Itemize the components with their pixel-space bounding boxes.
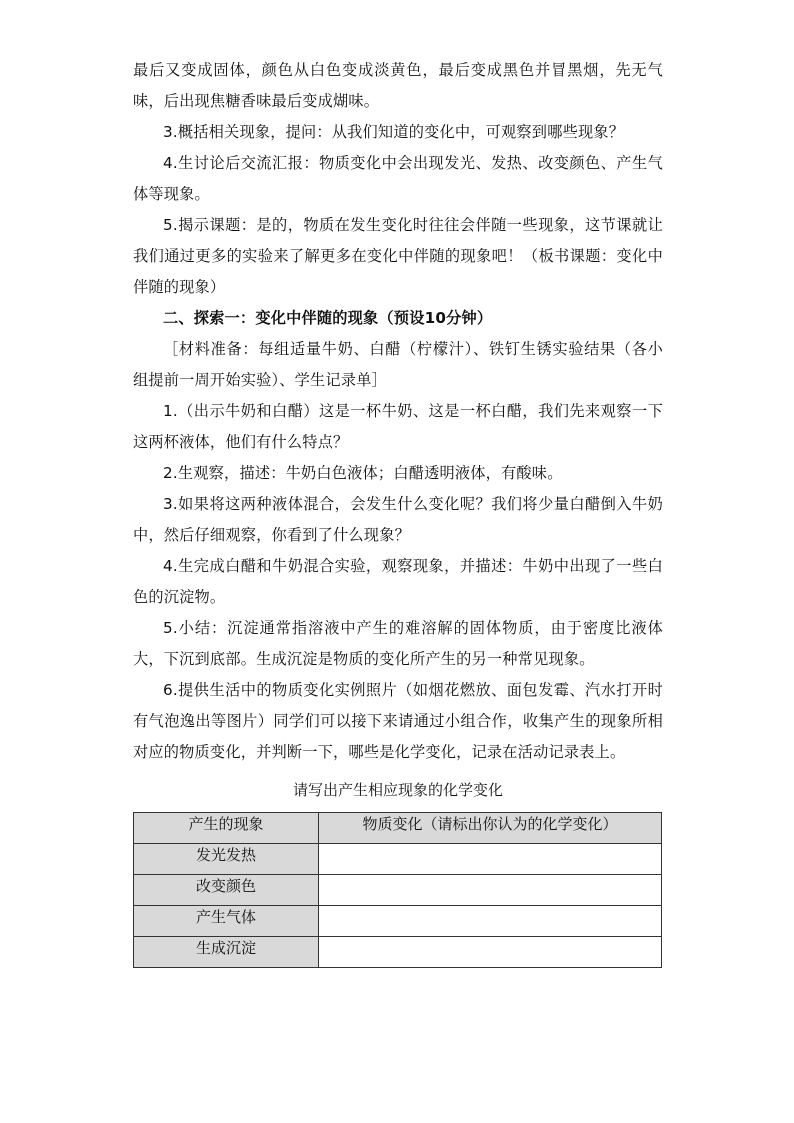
header-phenomenon: 产生的现象 (134, 813, 319, 844)
paragraph-explore-3: 3.如果将这两种液体混合，会发生什么变化呢？我们将少量白醋倒入牛奶中，然后仔细观察，你看到了什么现象？ (133, 495, 663, 544)
header-change: 物质变化（请标出你认为的化学变化） (319, 813, 662, 844)
row-change-cell[interactable] (319, 937, 662, 968)
table-row (134, 906, 662, 937)
paragraph-explore-2: 2.生观察，描述：牛奶白色液体；白醋透明液体，有酸味。 (163, 464, 563, 482)
paragraph-explore-1: 1.（出示牛奶和白醋）这是一杯牛奶、这是一杯白醋，我们先来观察一下这两杯液体，他们有什么特点？ (133, 402, 663, 451)
paragraph-explore-6: 6.提供生活中的物质变化实例照片（如烟花燃放、面包发霉、汽水打开时有气泡逸出等图片）同学们可以接下来请通过小组合作，收集产生的现象所相对应的物质变化，并判断一下，哪些是化学变化，记录在活动记录表上。 (133, 681, 663, 761)
paragraph-explore-5: 5.小结：沉淀通常指溶液中产生的难溶解的固体物质，由于密度比液体大，下沉到底部。生成沉淀是物质的变化所产生的另一种常见现象。 (133, 619, 663, 668)
table-header-row (134, 813, 662, 844)
row-phenomenon: 发光发热 (134, 844, 319, 875)
paragraph-materials: ［材料准备：每组适量牛奶、白醋（柠檬汁）、铁钉生锈实验结果（各小组提前一周开始实验）、学生记录单］ (133, 340, 663, 389)
row-phenomenon: 产生气体 (134, 906, 319, 937)
paragraph-step-4: 4.生讨论后交流汇报：物质变化中会出现发光、发热、改变颜色、产生气体等现象。 (133, 154, 663, 203)
paragraph-continuation: 最后又变成固体，颜色从白色变成淡黄色，最后变成黑色并冒黑烟，先无气味，后出现焦糖香味最后变成煳味。 (133, 61, 663, 110)
row-phenomenon: 改变颜色 (134, 875, 319, 906)
paragraph-explore-4: 4.生完成白醋和牛奶混合实验，观察现象，并描述：牛奶中出现了一些白色的沉淀物。 (133, 557, 663, 606)
table-row (134, 844, 662, 875)
section-heading: 二、探索一：变化中伴随的现象（预设10分钟） (163, 309, 493, 327)
table-row (134, 937, 662, 968)
table-row (134, 875, 662, 906)
record-table (133, 812, 662, 968)
paragraph-step-3: 3.概括相关现象，提问：从我们知道的变化中，可观察到哪些现象？ (163, 123, 625, 141)
table-caption: 请写出产生相应现象的化学变化 (292, 781, 503, 799)
paragraph-step-5: 5.揭示课题：是的，物质在发生变化时往往会伴随一些现象，这节课就让我们通过更多的实验来了解更多在变化中伴随的现象吧！（板书课题：变化中伴随的现象） (133, 216, 663, 296)
row-change-cell[interactable] (319, 875, 662, 906)
row-phenomenon: 生成沉淀 (134, 937, 319, 968)
row-change-cell[interactable] (319, 844, 662, 875)
row-change-cell[interactable] (319, 906, 662, 937)
document-body (133, 55, 663, 968)
